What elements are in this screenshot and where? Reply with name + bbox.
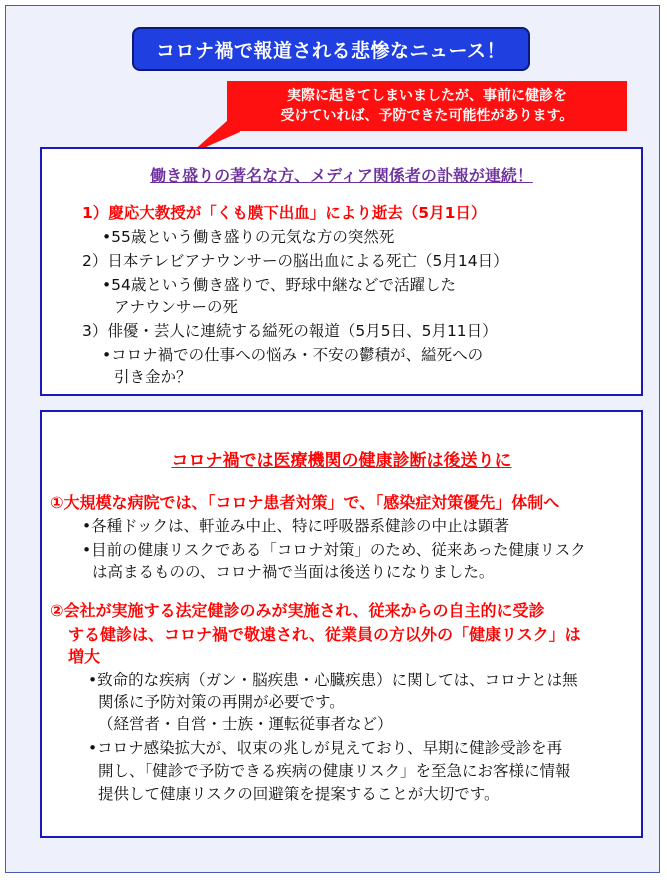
point-2-heading: ②会社が実施する法定健診のみが実施され、従来からの自主的に受診 <box>50 601 545 620</box>
point-2-bullet-1-note: （経営者・自営・士族・運転従事者など） <box>98 715 393 733</box>
section2-heading: コロナ禍では医療機関の健康診断は後送りに <box>171 451 512 471</box>
section1-heading: 働き盛りの著名な方、メディア関係者の訃報が連続！ <box>150 166 533 185</box>
news-item-2-detail-cont: アナウンサーの死 <box>114 298 239 316</box>
callout-line-2: 受けていれば、予防できた可能性があります。 <box>280 108 574 124</box>
point-1-bullet-2: •目前の健康リスクである「コロナ対策」のため、従来あった健康リスク <box>82 541 586 559</box>
point-1-bullet-1: •各種ドックは、軒並み中止、特に呼吸器系健診の中止は顕著 <box>82 517 510 535</box>
callout-box <box>227 81 627 131</box>
callout-line-1: 実際に起きてしまいましたが、事前に健診を <box>287 88 567 104</box>
news-item-3-detail: •コロナ禍での仕事への悩み・不安の鬱積が、縊死への <box>102 346 484 364</box>
page-title: コロナ禍で報道される悲惨なニュース！ <box>132 27 530 71</box>
news-item-2-detail: •54歳という働き盛りで、野球中継などで活躍した <box>102 276 457 294</box>
news-item-2: 2）日本テレビアナウンサーの脳出血による死亡（5月14日） <box>82 252 509 270</box>
point-1-bullet-2-cont: は高まるものの、コロナ禍で当面は後送りになりました。 <box>92 563 495 581</box>
news-item-3: 3）俳優・芸人に連続する縊死の報道（5月5日、5月11日） <box>82 322 498 340</box>
news-item-1: 1）慶応大教授が「くも膜下出血」により逝去（5月1日） <box>82 204 487 222</box>
point-2-bullet-2-cont: 開し、「健診で予防できる疾病の健康リスク」を至急にお客様に情報 <box>98 762 571 780</box>
point-2-bullet-2-end: 提供して健康リスクの回避策を提案することが大切です。 <box>98 785 500 803</box>
point-2-bullet-1-cont: 関係に予防対策の再開が必要です。 <box>98 693 345 711</box>
point-2-bullet-1: •致命的な疾病（ガン・脳疾患・心臓疾患）に関しては、コロナとは無 <box>88 671 578 689</box>
checkup-postponed-box <box>40 410 643 838</box>
point-2-heading-cont: する健診は、コロナ禍で敬遠され、従業員の方以外の「健康リスク」は <box>68 625 581 644</box>
news-item-3-detail-cont: 引き金か？ <box>114 368 192 386</box>
obituary-news-box <box>40 147 643 396</box>
point-1-heading: ①大規模な病院では、「コロナ患者対策」で、「感染症対策優先」体制へ <box>50 493 560 512</box>
point-2-bullet-2: •コロナ感染拡大が、収束の兆しが見えており、早期に健診受診を再 <box>88 739 563 757</box>
point-2-heading-end: 増大 <box>68 647 101 666</box>
news-item-1-detail: •55歳という働き盛りの元気な方の突然死 <box>102 228 395 246</box>
